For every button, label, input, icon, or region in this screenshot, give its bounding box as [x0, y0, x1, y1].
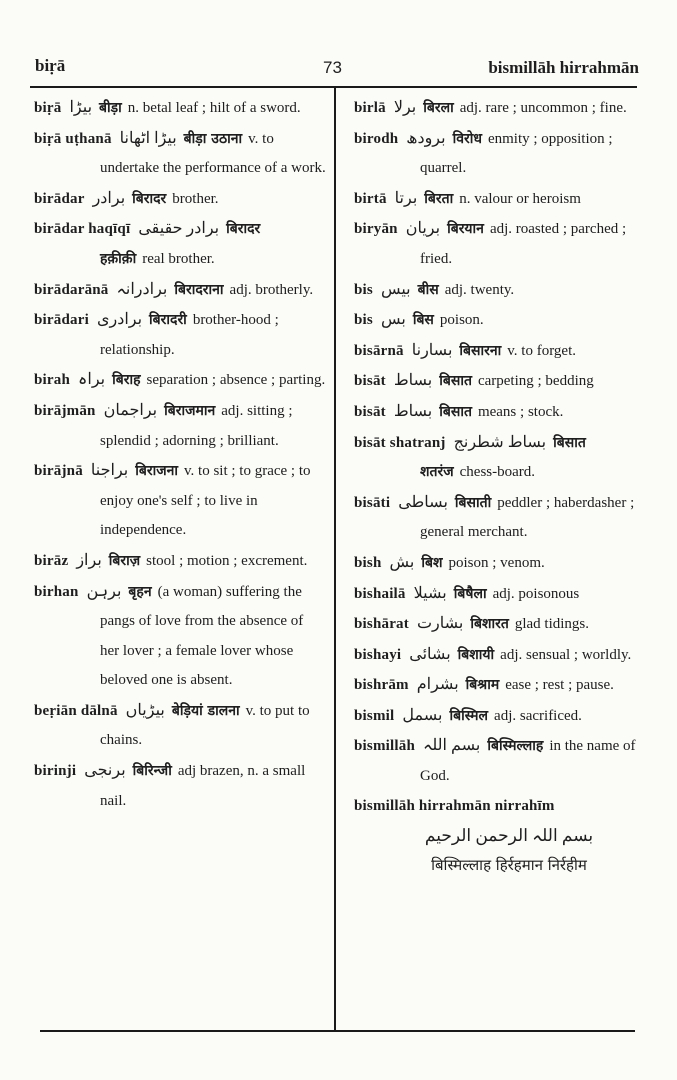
entry-urdu: بیڑیاں	[125, 701, 165, 719]
entry-urdu: بیڑا	[69, 99, 93, 116]
running-head-right: bismillāh hirrahmān	[488, 58, 639, 77]
page-number: 73	[323, 58, 342, 77]
entry-urdu: بساط شطرنج	[453, 433, 547, 451]
entry-headword: beṛiān dālnā	[34, 702, 118, 719]
entry-hindi: बीड़ा	[99, 100, 122, 116]
entry-urdu: بسمل	[402, 706, 443, 724]
entry-definition: adj. sensual ; worldly.	[500, 646, 632, 663]
entry-hindi: बिशारत	[470, 616, 509, 633]
dictionary-entry	[354, 609, 644, 640]
entry-hindi: बिराजमान	[164, 402, 216, 419]
entry-urdu: بس	[380, 311, 406, 329]
dictionary-entry	[354, 670, 644, 701]
entry-definition: (a woman) suffering the pangs of love from the absence of her lover ; a female lover whose beloved one is absent.	[100, 583, 304, 689]
entry-definition: n. valour or heroism	[459, 190, 581, 207]
entry-hindi: बिरिन्जी	[132, 763, 172, 780]
entry-hindi: बिसाती	[454, 494, 492, 511]
entry-hindi: बृहन	[128, 583, 152, 600]
entry-urdu: برادرانہ	[116, 280, 168, 298]
entry-headword: birājmān	[34, 402, 96, 419]
entry-headword: bismil	[354, 707, 395, 724]
dictionary-entry	[354, 397, 644, 428]
dictionary-entry	[34, 546, 326, 577]
entry-urdu: بساطی	[398, 493, 448, 511]
final-entry-hindi: बिस्मिल्लाह हिर्रहमान निर्रहीम	[431, 856, 587, 875]
entry-headword: bishailā	[354, 585, 406, 602]
entry-headword: bisāt	[354, 373, 386, 390]
entry-headword: biṛā	[34, 100, 62, 116]
entry-headword: bisārnā	[354, 342, 404, 359]
entry-headword: birtā	[354, 190, 387, 207]
entry-definition: v. to put to chains.	[100, 702, 310, 749]
entry-headword: biṛā uṭhanā	[34, 130, 112, 147]
dictionary-entry	[34, 696, 326, 756]
dictionary-entry	[34, 93, 326, 124]
dictionary-entry	[354, 428, 644, 488]
column-divider	[334, 88, 336, 1030]
dictionary-entry	[34, 214, 326, 274]
entry-definition: adj. rare ; uncommon ; fine.	[459, 100, 627, 116]
entry-headword: birlā	[354, 100, 386, 116]
entry-definition: brother.	[172, 190, 219, 207]
entry-headword: birājnā	[34, 463, 83, 480]
entry-definition: v. to sit ; to grace ; to enjoy one's self ; to live in independence.	[100, 463, 311, 539]
entry-definition: adj. sacrificed.	[494, 707, 582, 724]
entry-headword: birāz	[34, 552, 69, 569]
entry-headword: birhan	[34, 583, 79, 600]
entry-urdu: برادر حقیقی	[138, 220, 220, 238]
dictionary-entry	[354, 366, 644, 397]
entry-urdu: برادر	[92, 189, 126, 207]
entry-hindi: बिराज़	[108, 552, 141, 569]
dictionary-entry	[354, 305, 644, 336]
entry-headword: birādar	[34, 190, 85, 207]
entry-headword: bis	[354, 312, 373, 329]
entry-definition: v. to forget.	[507, 342, 576, 359]
entry-urdu: بریان	[405, 220, 441, 238]
entry-headword: birah	[34, 372, 71, 389]
entry-headword: birodh	[354, 130, 399, 147]
entry-hindi: बिरादरी	[149, 312, 187, 329]
entry-hindi: बिरादर	[132, 190, 167, 207]
dictionary-entry	[34, 365, 326, 396]
entry-definition: enmity ; opposition ; quarrel.	[420, 130, 613, 177]
entry-hindi: बिशायी	[457, 646, 495, 663]
entry-urdu: بش	[389, 553, 415, 571]
entry-headword: birādarānā	[34, 281, 109, 298]
dictionary-entry	[354, 640, 644, 671]
entry-definition: adj. poisonous	[492, 585, 580, 602]
entry-definition: adj. twenty.	[444, 281, 515, 298]
entry-headword: bisāt shatranj	[354, 434, 446, 451]
dictionary-entry	[34, 456, 326, 546]
dictionary-entry	[354, 579, 644, 610]
dictionary-entry	[34, 184, 326, 215]
entry-hindi: बिषैला	[453, 585, 487, 602]
entry-urdu: برلا	[393, 99, 417, 116]
entry-urdu: برودھ	[406, 129, 446, 147]
entry-definition: v. to undertake the performance of a work.	[100, 130, 326, 177]
entry-hindi: बिसात	[439, 403, 472, 420]
dictionary-entry	[34, 396, 326, 456]
entry-hindi: विरोध	[452, 130, 482, 147]
entry-definition: n. betal leaf ; hilt of a sword.	[127, 100, 301, 116]
entry-urdu: بشرام	[416, 676, 459, 694]
entry-headword: bis	[354, 281, 373, 298]
dictionary-entry	[354, 214, 644, 274]
entry-hindi: बिस	[412, 312, 434, 329]
dictionary-entry	[34, 577, 326, 696]
entry-hindi: बिरता	[424, 190, 454, 207]
entry-headword: biryān	[354, 221, 398, 238]
dictionary-entry	[354, 488, 644, 548]
left-column	[34, 93, 326, 816]
entry-hindi: बिराह	[112, 372, 141, 389]
entry-urdu: بسارنا	[411, 341, 453, 359]
entry-urdu: براز	[76, 551, 102, 569]
entry-urdu: براہ	[78, 371, 106, 389]
entry-headword: bisāt	[354, 403, 386, 420]
entry-headword: bishayi	[354, 646, 402, 663]
entry-headword: bisāti	[354, 494, 391, 511]
entry-headword: bishrām	[354, 677, 409, 694]
entry-definition: real brother.	[142, 250, 215, 267]
entry-hindi: बिरयान	[447, 221, 484, 238]
entry-definition: adj. brotherly.	[229, 281, 314, 298]
entry-definition: adj. roasted ; parched ; fried.	[420, 221, 627, 267]
entry-urdu: بساط	[393, 402, 433, 420]
entry-headword: birinji	[34, 763, 77, 780]
dictionary-entry	[34, 756, 326, 816]
entry-definition: glad tidings.	[514, 616, 589, 633]
entry-hindi: बिश	[421, 554, 443, 571]
entry-urdu: بشائی	[409, 645, 451, 663]
dictionary-entry	[354, 124, 644, 184]
entry-hindi: बिस्मिल	[449, 707, 489, 724]
entry-hindi: बिसात	[439, 373, 472, 390]
right-column	[354, 93, 644, 879]
entry-definition: poison.	[439, 312, 484, 329]
entry-definition: peddler ; haberdasher ; general merchant.	[420, 494, 635, 541]
dictionary-entry	[354, 184, 644, 215]
dictionary-entry	[354, 701, 644, 732]
entry-hindi: बेड़ियां डालना	[171, 702, 240, 719]
dictionary-entry	[354, 93, 644, 124]
entry-urdu: برادری	[96, 311, 143, 329]
dictionary-entry	[354, 548, 644, 579]
entry-urdu: برنجی	[84, 762, 126, 780]
entry-definition: means ; stock.	[477, 403, 564, 420]
entry-urdu: برتا	[394, 189, 418, 207]
entry-hindi: बिश्राम	[465, 677, 500, 694]
entry-hindi: बिरला	[423, 100, 454, 116]
entry-urdu: بسم اللہ	[423, 737, 481, 755]
entry-headword: birādari	[34, 312, 89, 329]
entry-urdu: بشیلا	[413, 584, 447, 602]
dictionary-entry	[34, 305, 326, 365]
entry-definition: adj brazen, n. a small nail.	[100, 763, 306, 809]
entry-urdu: بیڑا اٹھانا	[119, 129, 177, 147]
entry-headword: bish	[354, 554, 382, 571]
entry-urdu: برہن	[86, 582, 122, 600]
entry-headword: birādar haqīqī	[34, 221, 131, 238]
dictionary-entry	[34, 124, 326, 184]
entry-definition: adj. sitting ; splendid ; adorning ; brilliant.	[100, 402, 293, 449]
entry-urdu: بساط	[393, 372, 433, 390]
entry-urdu: براجمان	[103, 401, 158, 419]
entry-urdu: بیس	[380, 280, 411, 298]
dictionary-entry	[354, 275, 644, 306]
entry-definition: stool ; motion ; excrement.	[146, 552, 308, 569]
entry-hindi: बिस्मिल्लाह	[487, 738, 544, 755]
entry-urdu: براجنا	[90, 462, 129, 480]
entry-headword: bismillāh	[354, 738, 415, 755]
running-head-left: biṛā	[35, 56, 66, 75]
entry-definition: poison ; venom.	[448, 554, 545, 571]
entry-headword: bismillāh hirrahmān nirrahīm	[354, 797, 555, 814]
entry-definition: separation ; absence ; parting.	[146, 372, 326, 389]
entry-hindi: बिरादराना	[174, 281, 224, 298]
entry-hindi: बिसारना	[459, 342, 502, 359]
entry-definition: carpeting ; bedding	[477, 373, 594, 390]
entry-urdu: بشارت	[416, 615, 464, 633]
entry-definition: chess-board.	[459, 464, 536, 481]
entry-hindi: बिसात शतरंज	[420, 434, 586, 481]
entry-hindi: बीस	[417, 281, 439, 298]
footer-rule	[40, 1030, 635, 1032]
entry-definition: brother-hood ; relationship.	[100, 312, 279, 358]
entry-hindi: बिराजना	[135, 463, 178, 480]
dictionary-entry	[34, 275, 326, 306]
final-entry-urdu: بسم اللہ الرحمن الرحیم	[424, 826, 594, 846]
dictionary-entry	[354, 731, 644, 791]
entry-definition: ease ; rest ; pause.	[505, 677, 614, 694]
entry-definition: in the name of God.	[420, 738, 636, 785]
entry-hindi: बिरादर हक़ीक़ी	[100, 221, 261, 267]
entry-headword: bishārat	[354, 616, 409, 633]
dictionary-entry	[354, 336, 644, 367]
entry-hindi: बीड़ा उठाना	[183, 130, 243, 147]
dictionary-entry	[354, 792, 644, 822]
